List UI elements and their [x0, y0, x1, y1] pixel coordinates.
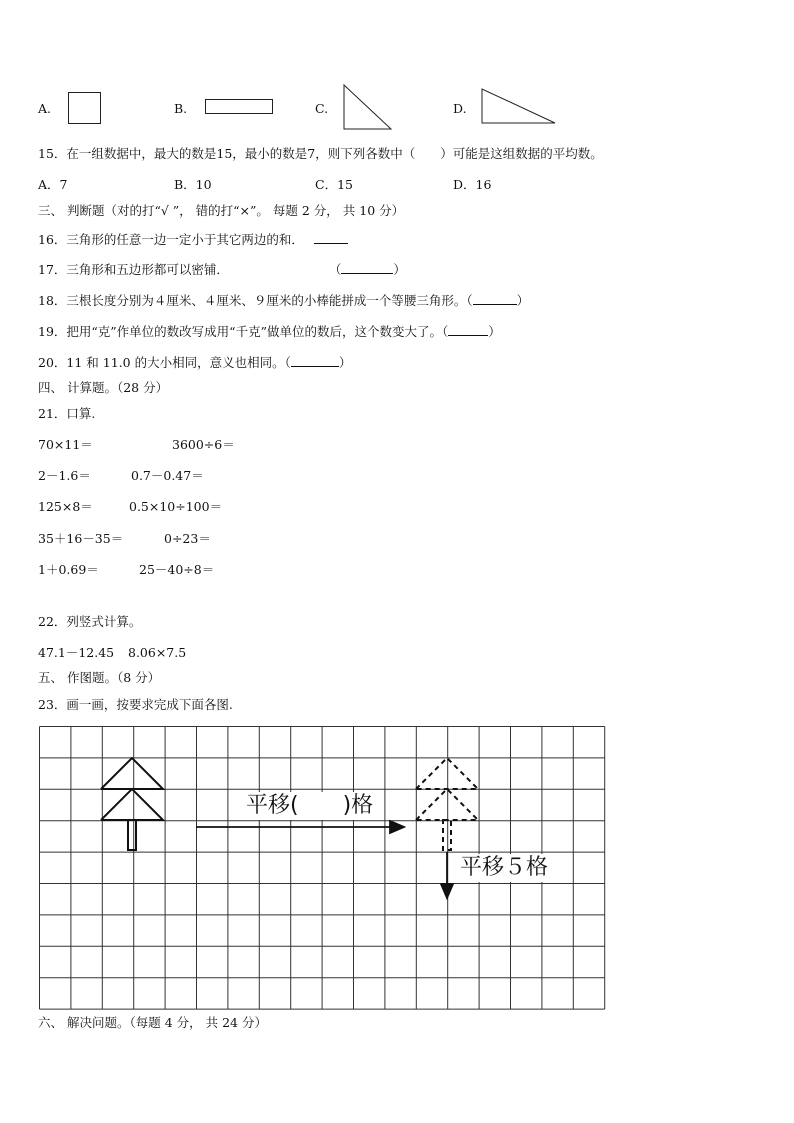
q17-close-paren: ）: [393, 262, 406, 277]
q22-title: 22．列竖式计算。: [38, 614, 142, 629]
vertical-translate-label: 平移５格: [460, 855, 549, 880]
dashed-lower-triangle: [416, 789, 478, 820]
dashed-upper-triangle: [416, 758, 478, 789]
q19-text: 19．把用“克”作单位的数改写成用“千克”做单位的数后，这个数变大了。（: [38, 324, 449, 339]
option-c-label: C.: [315, 101, 329, 116]
section-4-title: 四、 计算题。（28 分）: [38, 380, 169, 395]
tree-trunk: [128, 820, 136, 850]
translated-tree-dashed-figure: [416, 758, 478, 850]
tree-lower-triangle: [101, 789, 163, 820]
option-d-label: D.: [453, 101, 467, 116]
q21-row-4-right: 0÷23＝: [164, 531, 211, 546]
section-6-title: 六、 解决问题。（每题 4 分， 共 24 分）: [38, 1015, 267, 1030]
q21-row-1-right: 3600÷6＝: [172, 437, 235, 452]
q22-item-2: 8.06×7.5: [128, 645, 187, 660]
q17-text: 17．三角形和五边形都可以密铺．: [38, 262, 229, 277]
q15-question: 15．在一组数据中，最大的数是15，最小的数是7，则下列各数中（ ）可能是这组数据的平均数。: [38, 146, 603, 161]
option-b-label: B.: [174, 101, 188, 116]
q17-open-paren: （: [328, 262, 342, 277]
q15-option-c: C．15: [315, 177, 353, 192]
section-3-title: 三、 判断题（对的打“√ ”， 错的打“×”。 每题 2 分， 共 10 分）: [38, 203, 405, 218]
q21-title: 21．口算.: [38, 406, 96, 421]
q20-text: 20．11 和 11.0 的大小相同，意义也相同。（: [38, 355, 291, 370]
dashed-trunk: [443, 820, 451, 850]
q15-option-a: A．7: [38, 177, 68, 192]
section-5-title: 五、 作图题。（8 分）: [38, 670, 161, 685]
horizontal-translate-label: 平移( )格: [246, 793, 374, 818]
q18-text: 18．三根长度分别为４厘米、４厘米、９厘米的小棒能拼成一个等腰三角形。（: [38, 293, 473, 308]
original-tree-figure: [101, 758, 163, 850]
q23-title: 23．画一画，按要求完成下面各图.: [38, 697, 233, 712]
q18-close-paren: ）: [516, 293, 530, 308]
q21-row-2-right: 0.7－0.47＝: [131, 468, 204, 483]
q21-row-2-left: 2－1.6＝: [38, 468, 91, 483]
q21-row-1-left: 70×11＝: [38, 437, 93, 452]
option-a-label: A.: [38, 101, 52, 116]
q22-item-1: 47.1－12.45: [38, 645, 115, 660]
vertical-arrow: [441, 852, 453, 898]
q21-row-4-left: 35＋16－35＝: [38, 531, 124, 546]
q21-row-5-left: 1＋0.69＝: [38, 562, 99, 577]
q15-option-d: D．16: [453, 177, 492, 192]
q20-close-paren: ）: [338, 355, 352, 370]
q19-close-paren: ）: [488, 324, 501, 339]
q21-row-3-right: 0.5×10÷100＝: [129, 499, 223, 514]
q21-row-5-right: 25－40÷8＝: [139, 562, 215, 577]
q15-option-b: B．10: [174, 177, 212, 192]
tree-upper-triangle: [101, 758, 163, 789]
q21-row-3-left: 125×8＝: [38, 499, 93, 514]
q16-text: 16．三角形的任意一边一定小于其它两边的和．: [38, 232, 304, 247]
horizontal-arrow: [196, 821, 404, 833]
